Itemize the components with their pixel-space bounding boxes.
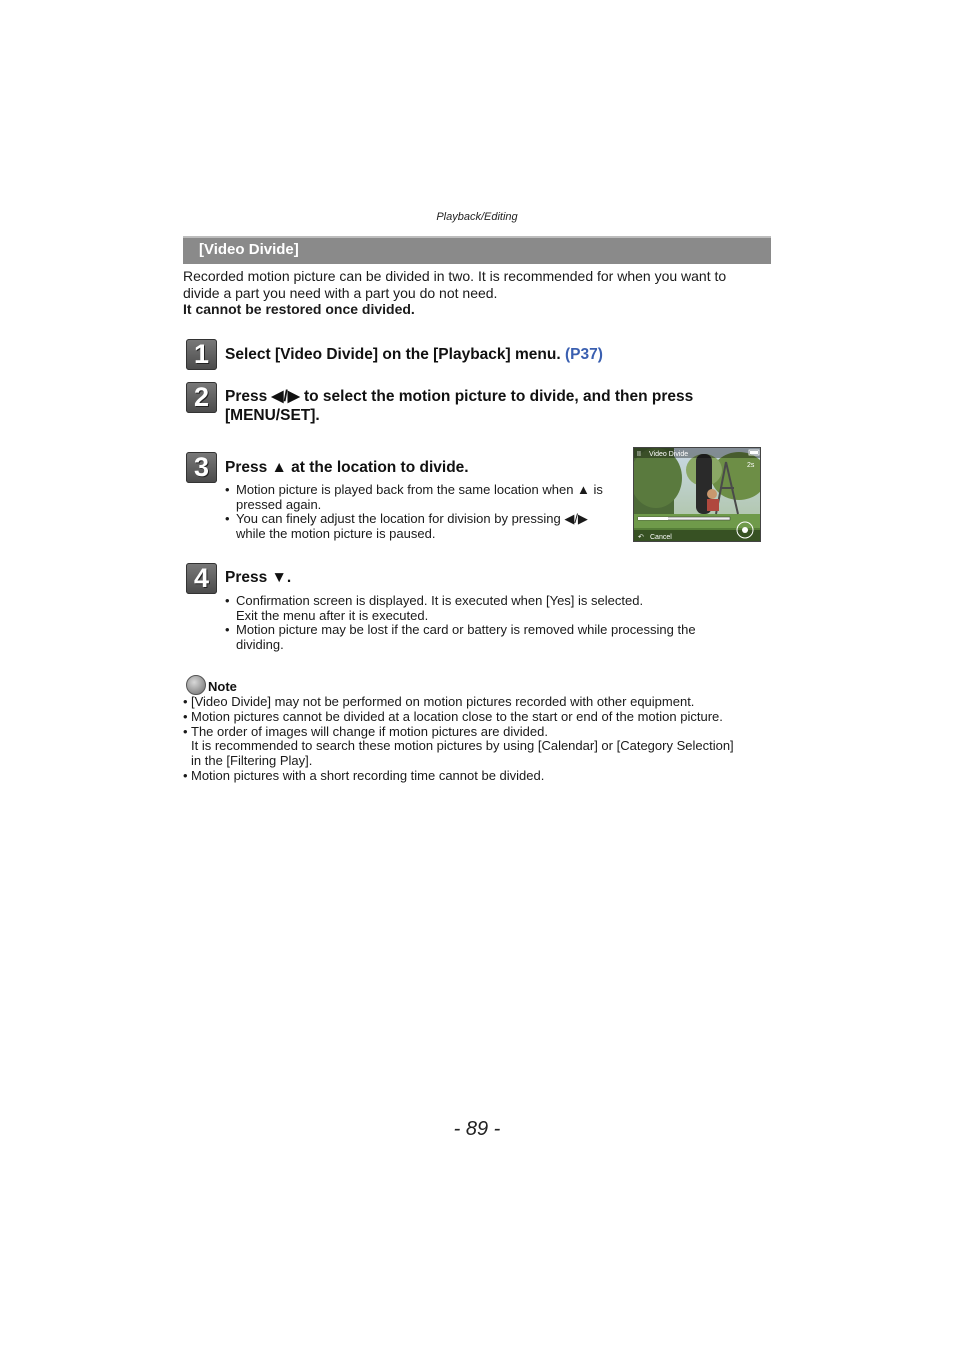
intro-line-2: divide a part you need with a part you do not need. bbox=[183, 284, 498, 301]
note-line: • [Video Divide] may not be performed on motion pictures recorded with other equipment. bbox=[191, 694, 695, 709]
step-4-number: 4 bbox=[193, 563, 210, 593]
step-1-title bbox=[225, 345, 603, 364]
step-2-number: 2 bbox=[193, 382, 210, 412]
list-item bbox=[225, 594, 765, 623]
list-item bbox=[183, 725, 783, 769]
step-2-line-2: [MENU/SET]. bbox=[225, 407, 320, 424]
bullet-line: • Motion picture is played back from the same location when ▲ is bbox=[236, 482, 603, 497]
list-item bbox=[225, 512, 625, 541]
running-head: Playback/Editing bbox=[436, 211, 518, 223]
page-reference-link[interactable]: (P37) bbox=[564, 346, 603, 363]
step-4-title: Press ▼. bbox=[225, 569, 292, 586]
bullet-line: Exit the menu after it is executed. bbox=[236, 607, 429, 623]
note-icon bbox=[186, 675, 206, 695]
note-list bbox=[183, 695, 783, 784]
note-line: • Motion pictures cannot be divided at a location close to the start or end of the motion picture. bbox=[191, 708, 723, 724]
bullet-line: • Confirmation screen is displayed. It is executed when [Yes] is selected. bbox=[236, 593, 644, 608]
list-item bbox=[183, 710, 783, 725]
intro-paragraph bbox=[183, 268, 773, 318]
intro-line-1: Recorded motion picture can be divided in two. It is recommended for when you want to bbox=[183, 268, 727, 284]
page-number: - 89 - bbox=[453, 1118, 501, 1140]
step-1-text: Select [Video Divide] on the [Playback] menu. bbox=[225, 346, 561, 363]
step-2-title bbox=[225, 387, 765, 425]
bullet-line: • Motion picture may be lost if the card or battery is removed while processing the bbox=[236, 622, 696, 637]
step-1-number: 1 bbox=[193, 339, 210, 369]
step-3-bullets bbox=[225, 483, 625, 541]
note-line: • The order of images will change if motion pictures are divided. bbox=[191, 723, 548, 739]
bullet-line: • You can finely adjust the location for division by pressing ◀/▶ bbox=[236, 511, 588, 526]
screen-cancel-label: Cancel bbox=[650, 534, 672, 541]
return-icon: ↶ bbox=[638, 534, 644, 541]
step-3-title: Press ▲ at the location to divide. bbox=[225, 459, 469, 476]
list-item bbox=[183, 769, 783, 784]
step-2-line-1: Press ◀/▶ to select the motion picture to divide, and then press bbox=[225, 388, 694, 405]
screen-title: Video Divide bbox=[649, 451, 689, 458]
list-item bbox=[225, 483, 625, 512]
camera-screen-illustration bbox=[633, 447, 761, 542]
step-4-badge bbox=[186, 563, 217, 594]
step-3-badge bbox=[186, 452, 217, 483]
step-3-number: 3 bbox=[193, 452, 210, 482]
list-item bbox=[183, 695, 783, 710]
section-title-bar bbox=[183, 236, 771, 264]
note-line: • Motion pictures with a short recording time cannot be divided. bbox=[191, 767, 545, 783]
screen-pause-icon: II bbox=[637, 451, 641, 458]
playground-photo bbox=[634, 448, 761, 542]
step-2-badge bbox=[186, 382, 217, 413]
bullet-line: dividing. bbox=[236, 636, 284, 652]
step-1-badge bbox=[186, 339, 217, 370]
intro-warning: It cannot be restored once divided. bbox=[183, 301, 415, 317]
note-label: Note bbox=[208, 679, 237, 694]
bullet-line: while the motion picture is paused. bbox=[236, 525, 436, 541]
note-line: It is recommended to search these motion pictures by using [Calendar] or [Category Selection] bbox=[191, 738, 734, 754]
step-4-bullets bbox=[225, 594, 765, 652]
bullet-line: pressed again. bbox=[236, 496, 322, 512]
note-line: in the [Filtering Play]. bbox=[191, 753, 313, 769]
list-item bbox=[225, 623, 765, 652]
section-title: [Video Divide] bbox=[199, 241, 299, 258]
screen-time: 2s bbox=[747, 462, 755, 469]
